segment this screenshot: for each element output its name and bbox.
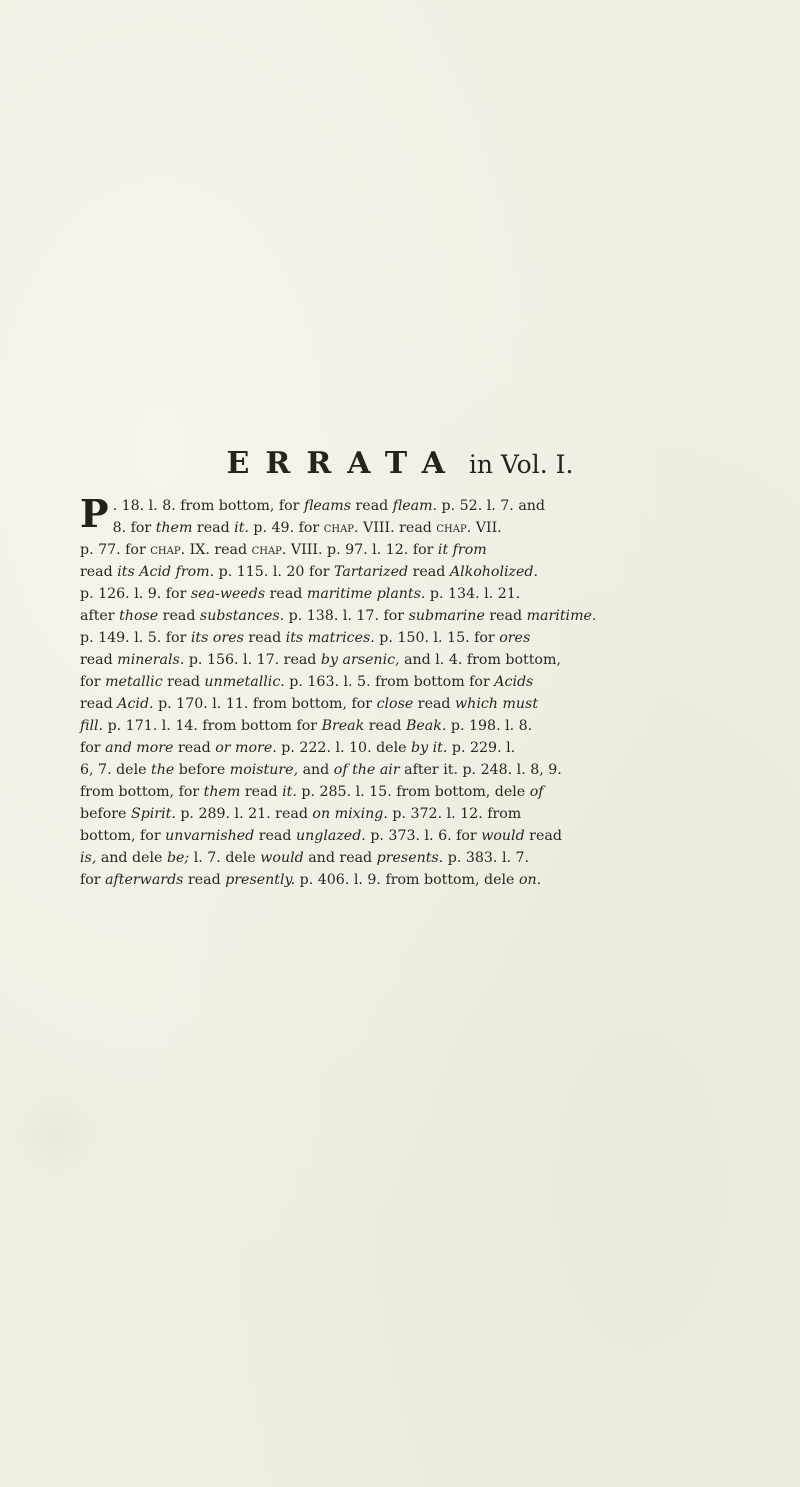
- text-segment: and l. 4. from bottom,: [399, 652, 561, 668]
- text-segment: for: [80, 872, 106, 888]
- text-segment: p. 163. l. 5. from bottom for: [284, 674, 495, 690]
- text-segment: before: [80, 806, 131, 822]
- italic-text: maritime plants.: [306, 586, 426, 602]
- italic-text: of the air: [333, 762, 400, 778]
- errata-line: [80, 781, 760, 803]
- text-segment: read: [413, 696, 456, 712]
- italic-text: moisture,: [229, 762, 299, 778]
- text-segment: VIII. read: [358, 520, 437, 536]
- text-segment: p. 373. l. 6. for: [365, 828, 482, 844]
- errata-line: [80, 671, 760, 693]
- text-segment: read: [243, 630, 286, 646]
- errata-line: [80, 539, 760, 561]
- italic-text: it.: [282, 784, 297, 800]
- italic-text: Break: [321, 718, 365, 734]
- text-segment: read: [158, 608, 200, 624]
- errata-body: [80, 491, 760, 891]
- italic-text: of: [529, 784, 544, 800]
- text-segment: p. 134. l. 21.: [425, 586, 521, 602]
- errata-line: [80, 847, 760, 869]
- text-segment: p. 77. for: [80, 542, 151, 558]
- text-segment: p. 126. l. 9. for: [80, 586, 191, 602]
- errata-line: [80, 649, 760, 671]
- italic-text: sea-weeds: [190, 586, 266, 602]
- volume-label: in Vol. I.: [468, 450, 574, 479]
- small-caps-text: chap.: [251, 542, 287, 558]
- italic-text: by it.: [411, 740, 448, 756]
- errata-line: [80, 715, 760, 737]
- italic-text: afterwards: [105, 872, 184, 888]
- italic-text: unvarnished: [165, 828, 255, 844]
- text-segment: read: [80, 564, 118, 580]
- text-segment: l. 7. dele: [189, 850, 261, 866]
- italic-text: or more.: [215, 740, 277, 756]
- italic-text: Alkoholized.: [449, 564, 538, 580]
- errata-line: [80, 869, 760, 891]
- errata-line: [80, 803, 760, 825]
- italic-text: presents.: [376, 850, 444, 866]
- text-segment: read: [484, 608, 527, 624]
- text-segment: read: [80, 652, 118, 668]
- text-segment: read: [162, 674, 205, 690]
- errata-line: [80, 759, 760, 781]
- italic-text: be;: [166, 850, 190, 866]
- italic-text: submarine: [408, 608, 485, 624]
- errata-line: [80, 495, 760, 517]
- errata-line: [80, 737, 760, 759]
- text-segment: p. 115. l. 20 for: [214, 564, 335, 580]
- text-segment: read: [351, 498, 393, 514]
- text-segment: p. 52. l. 7. and: [437, 498, 545, 514]
- errata-line: [80, 693, 760, 715]
- text-segment: p. 156. l. 17. read: [184, 652, 321, 668]
- text-segment: and dele: [96, 850, 167, 866]
- errata-line: [80, 583, 760, 605]
- italic-text: Tartarized: [334, 564, 409, 580]
- italic-text: metallic: [105, 674, 163, 690]
- errata-title: ERRATA: [226, 446, 461, 481]
- text-segment: and read: [303, 850, 377, 866]
- italic-text: and more: [105, 740, 174, 756]
- italic-text: by arsenic,: [320, 652, 400, 668]
- text-segment: p. 171. l. 14. from bottom for: [103, 718, 322, 734]
- text-segment: p. 406. l. 9. from bottom, dele: [295, 872, 519, 888]
- italic-text: unmetallic.: [204, 674, 285, 690]
- italic-text: them: [155, 520, 193, 536]
- italic-text: fleam.: [392, 498, 438, 514]
- errata-heading: [0, 446, 800, 481]
- errata-line: [80, 517, 760, 539]
- text-segment: after: [80, 608, 120, 624]
- italic-text: ores: [499, 630, 531, 646]
- italic-text: maritime.: [526, 608, 597, 624]
- text-segment: for: [80, 740, 106, 756]
- text-segment: p. 229. l.: [447, 740, 516, 756]
- small-caps-text: chap.: [436, 520, 472, 536]
- text-segment: read: [80, 696, 118, 712]
- text-segment: p. 285. l. 15. from bottom, dele: [296, 784, 530, 800]
- text-segment: p. 383. l. 7.: [443, 850, 530, 866]
- italic-text: its ores: [190, 630, 244, 646]
- text-segment: p. 372. l. 12. from: [387, 806, 522, 822]
- text-segment: VII.: [471, 520, 502, 536]
- italic-text: minerals.: [117, 652, 185, 668]
- text-segment: p. 150. l. 15. for: [374, 630, 500, 646]
- text-segment: p. 222. l. 10. dele: [276, 740, 412, 756]
- italic-text: its Acid from.: [117, 564, 215, 580]
- italic-text: would: [481, 828, 525, 844]
- text-segment: read: [240, 784, 283, 800]
- drop-cap: P: [80, 491, 109, 536]
- text-segment: read: [364, 718, 406, 734]
- italic-text: it from: [437, 542, 487, 558]
- text-segment: read: [173, 740, 216, 756]
- errata-line: [80, 561, 760, 583]
- text-segment: p. 149. l. 5. for: [80, 630, 191, 646]
- italic-text: its matrices.: [285, 630, 375, 646]
- italic-text: close: [376, 696, 414, 712]
- text-segment: read: [265, 586, 307, 602]
- italic-text: on mixing.: [312, 806, 388, 822]
- text-segment: read: [254, 828, 296, 844]
- text-segment: p. 289. l. 21. read: [175, 806, 313, 822]
- text-segment: read: [183, 872, 226, 888]
- italic-text: it.: [234, 520, 249, 536]
- small-caps-text: chap.: [323, 520, 359, 536]
- text-segment: 8. for: [112, 520, 156, 536]
- text-segment: 6, 7. dele: [80, 762, 152, 778]
- text-segment: and: [298, 762, 334, 778]
- italic-text: presently.: [225, 872, 296, 888]
- italic-text: Acid.: [117, 696, 154, 712]
- text-segment: read: [192, 520, 235, 536]
- text-segment: IX. read: [185, 542, 252, 558]
- italic-text: which must: [455, 696, 539, 712]
- text-segment: p. 49. for: [248, 520, 324, 536]
- text-segment: p. 138. l. 17. for: [284, 608, 409, 624]
- italic-text: Acids: [494, 674, 534, 690]
- italic-text: Beak.: [405, 718, 447, 734]
- text-segment: after it. p. 248. l. 8, 9.: [399, 762, 562, 778]
- paper-stain: [12, 1080, 102, 1190]
- text-segment: from bottom, for: [80, 784, 204, 800]
- italic-text: would: [260, 850, 304, 866]
- errata-line: [80, 627, 760, 649]
- italic-text: Spirit.: [130, 806, 176, 822]
- text-segment: bottom, for: [80, 828, 166, 844]
- text-segment: read: [524, 828, 562, 844]
- text-segment: p. 198. l. 8.: [446, 718, 533, 734]
- text-segment: for: [80, 674, 106, 690]
- italic-text: is,: [80, 850, 97, 866]
- text-segment: p. 170. l. 11. from bottom, for: [153, 696, 377, 712]
- italic-text: on.: [518, 872, 542, 888]
- italic-text: substances.: [199, 608, 285, 624]
- text-segment: read: [408, 564, 450, 580]
- italic-text: those: [119, 608, 159, 624]
- text-segment: before: [174, 762, 230, 778]
- italic-text: them: [203, 784, 241, 800]
- errata-line: [80, 605, 760, 627]
- text-segment: . 18. l. 8. from bottom, for: [112, 498, 304, 514]
- text-segment: VIII. p. 97. l. 12. for: [286, 542, 438, 558]
- italic-text: fleams: [303, 498, 351, 514]
- italic-text: unglazed.: [295, 828, 366, 844]
- errata-line: [80, 825, 760, 847]
- italic-text: fill.: [80, 718, 104, 734]
- italic-text: the: [151, 762, 175, 778]
- small-caps-text: chap.: [150, 542, 186, 558]
